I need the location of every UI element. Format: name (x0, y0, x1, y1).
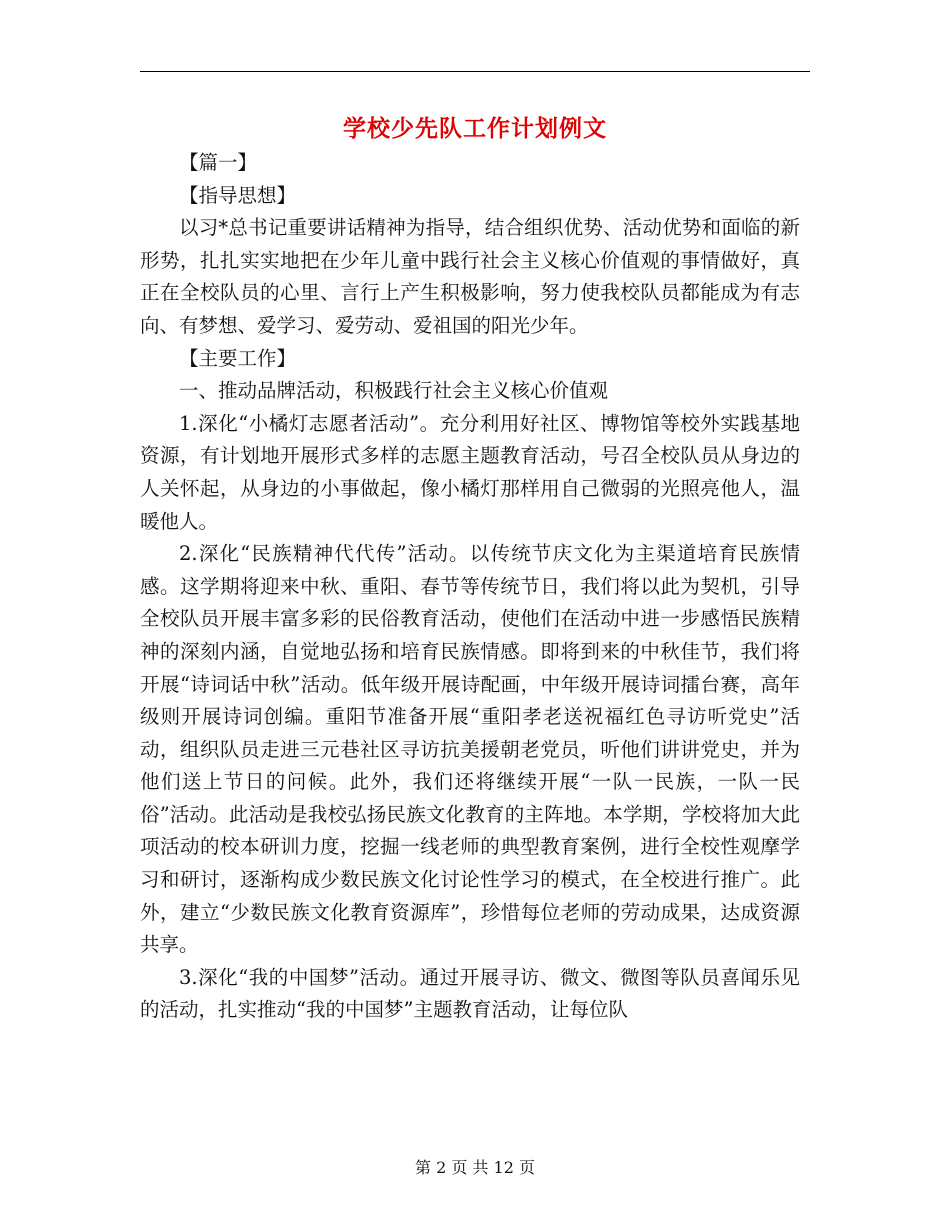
section-heading-guiding-ideology: 【指导思想】 (179, 183, 297, 207)
section-label-part-one: 【篇一】 (179, 151, 258, 174)
document-body (140, 147, 800, 1027)
paragraph-guiding-ideology: 以习*总书记重要讲话精神为指导，结合组织优势、活动优势和面临的新形势，扎扎实实地把在少年儿童中践行社会主义核心价值观的事情做好，真正在全校队员的心里、言行上产生积极影响，努力使我校队员都能成为有志向、有梦想、爱学习、爱劳动、爱祖国的阳光少年。 (140, 216, 800, 337)
paragraph-item-1: 1.深化“小橘灯志愿者活动”。充分利用好社区、博物馆等校外实践基地资源，有计划地开展形式多样的志愿主题教育活动，号召全校队员从身边的人关怀起，从身边的小事做起，像小橘灯那样用自己微弱的光照亮他人，温暖他人。 (140, 411, 800, 533)
page-footer (0, 1155, 950, 1178)
footer-current-page: 2 (436, 1158, 447, 1177)
document-title: 学校少先队工作计划例文 (343, 116, 607, 142)
footer-suffix: 页 (519, 1158, 536, 1177)
paragraph-item-3: 3.深化“我的中国梦”活动。通过开展寻访、微文、微图等队员喜闻乐见的活动，扎实推动“我的中国梦”主题教育活动，让每位队 (140, 965, 800, 1022)
subheading-brand-activities: 一、推动品牌活动，积极践行社会主义核心价值观 (179, 379, 609, 403)
footer-prefix: 第 (414, 1158, 431, 1177)
header-rule (140, 71, 810, 72)
footer-middle: 页 共 (451, 1158, 489, 1177)
section-heading-main-work: 【主要工作】 (179, 346, 297, 370)
paragraph-item-2: 2.深化“民族精神代代传”活动。以传统节庆文化为主渠道培育民族情感。这学期将迎来中秋、重阳、春节等传统节日，我们将以此为契机，引导全校队员开展丰富多彩的民俗教育活动，使他们在活动中进一步感悟民族精神的深刻内涵，自觉地弘扬和培育民族情感。即将到来的中秋佳节，我们将开展“诗词话中秋”活动。低年级开展诗配画，中年级开展诗词擂台赛，高年级则开展诗词创编。重阳节准备开展“重阳孝老送祝福红色寻访听党史”活动，组织队员走进三元巷社区寻访抗美援朝老党员，听他们讲讲党史，并为他们送上节日的问候。此外，我们还将继续开展“一队一民族，一队一民俗”活动。此活动是我校弘扬民族文化教育的主阵地。本学期，学校将加大此项活动的校本研训力度，挖掘一线老师的典型教育案例，进行全校性观摩学习和研讨，逐渐构成少数民族文化讨论性学习的模式，在全校进行推广。此外，建立“少数民族文化教育资源库”，珍惜每位老师的劳动成果，达成资源共享。 (140, 542, 800, 957)
footer-total-pages: 12 (493, 1158, 514, 1177)
